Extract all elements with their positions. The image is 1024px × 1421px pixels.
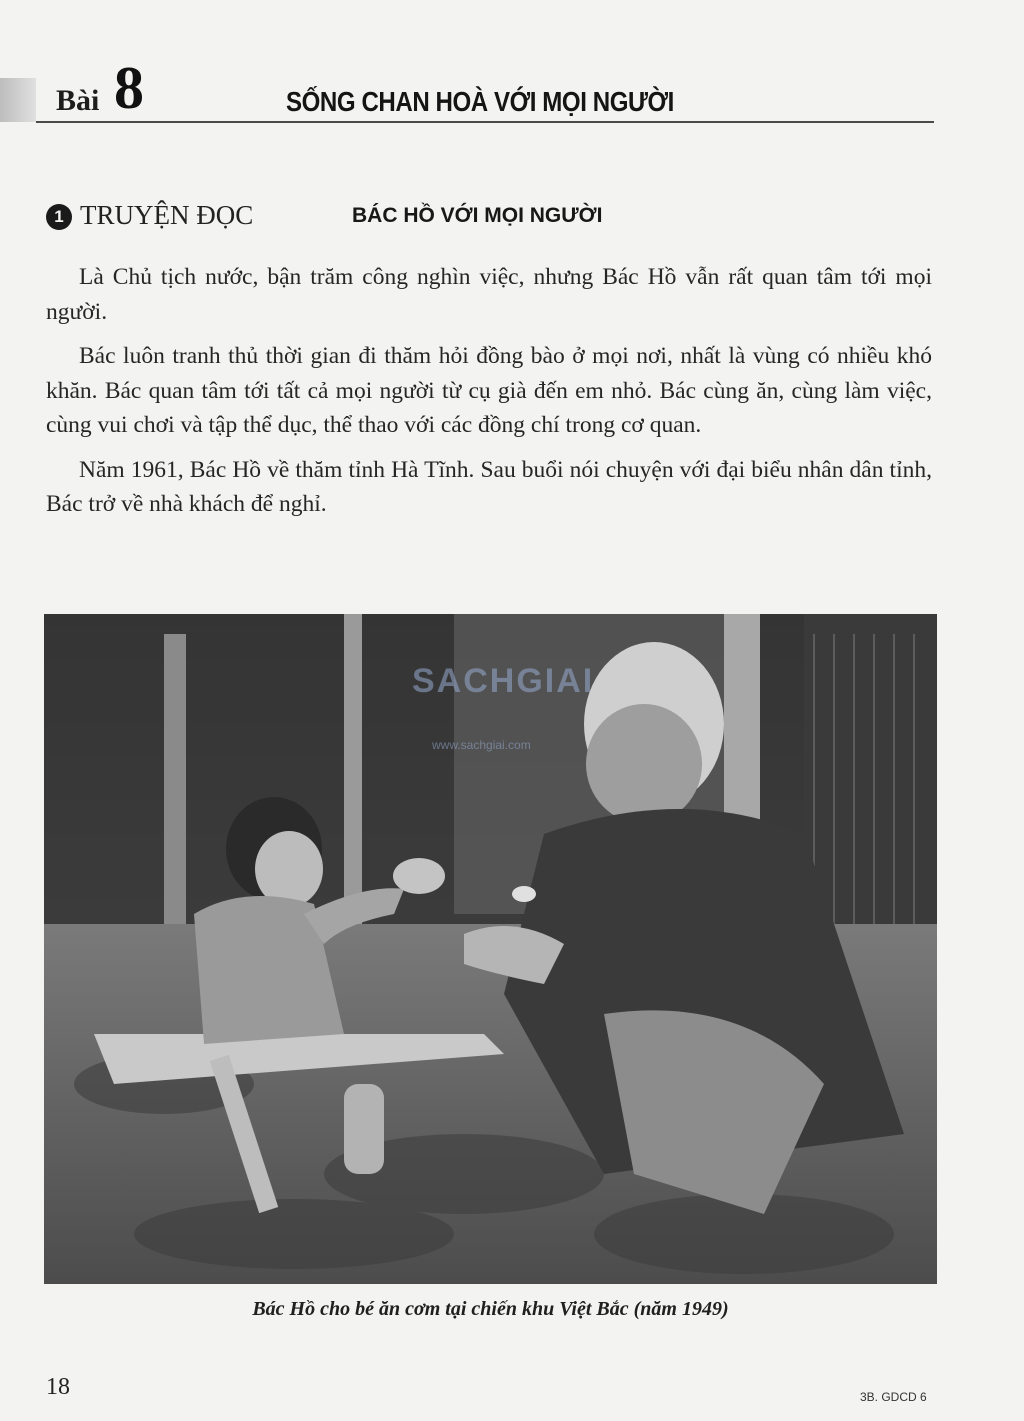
photo-caption: Bác Hồ cho bé ăn cơm tại chiến khu Việt Bắc (năm 1949) bbox=[252, 1298, 729, 1320]
paragraph-1: Là Chủ tịch nước, bận trăm công nghìn việc, nhưng Bác Hồ vẫn rất quan tâm tới mọi người. bbox=[46, 264, 932, 325]
lesson-number: 8 bbox=[114, 55, 144, 121]
header-shade bbox=[0, 78, 36, 122]
page-number: 18 bbox=[46, 1374, 70, 1400]
book-code: 3B. GDCD 6 bbox=[860, 1390, 927, 1404]
story-title: BÁC HỒ VỚI MỌI NGƯỜI bbox=[352, 204, 603, 227]
section-label: TRUYỆN ĐỌC bbox=[80, 200, 254, 230]
lesson-title: SỐNG CHAN HOÀ VỚI MỌI NGƯỜI bbox=[286, 86, 674, 117]
header-rule bbox=[36, 121, 934, 123]
photo-illustration bbox=[44, 614, 937, 1284]
watermark-logo: SACHGIAI bbox=[412, 662, 595, 700]
lesson-word: Bài bbox=[56, 84, 100, 117]
historical-photo bbox=[44, 614, 937, 1284]
story-body bbox=[46, 260, 932, 532]
watermark-url: www.sachgiai.com bbox=[432, 738, 531, 752]
paragraph-3: Năm 1961, Bác Hồ về thăm tỉnh Hà Tĩnh. Sau buổi nói chuyện với đại biểu nhân dân tỉnh, Bác trở về nhà khách để nghỉ. bbox=[46, 456, 932, 517]
paragraph-2: Bác luôn tranh thủ thời gian đi thăm hỏi đồng bào ở mọi nơi, nhất là vùng có nhiều khó khăn. Bác quan tâm tới tất cả mọi người từ cụ già đến em nhỏ. Bác cùng ăn, cùng làm việc, cùng vui chơi và tập thể dục, thể thao với các đồng chí trong cơ quan. bbox=[46, 343, 932, 438]
section-number-badge: 1 bbox=[46, 204, 72, 230]
